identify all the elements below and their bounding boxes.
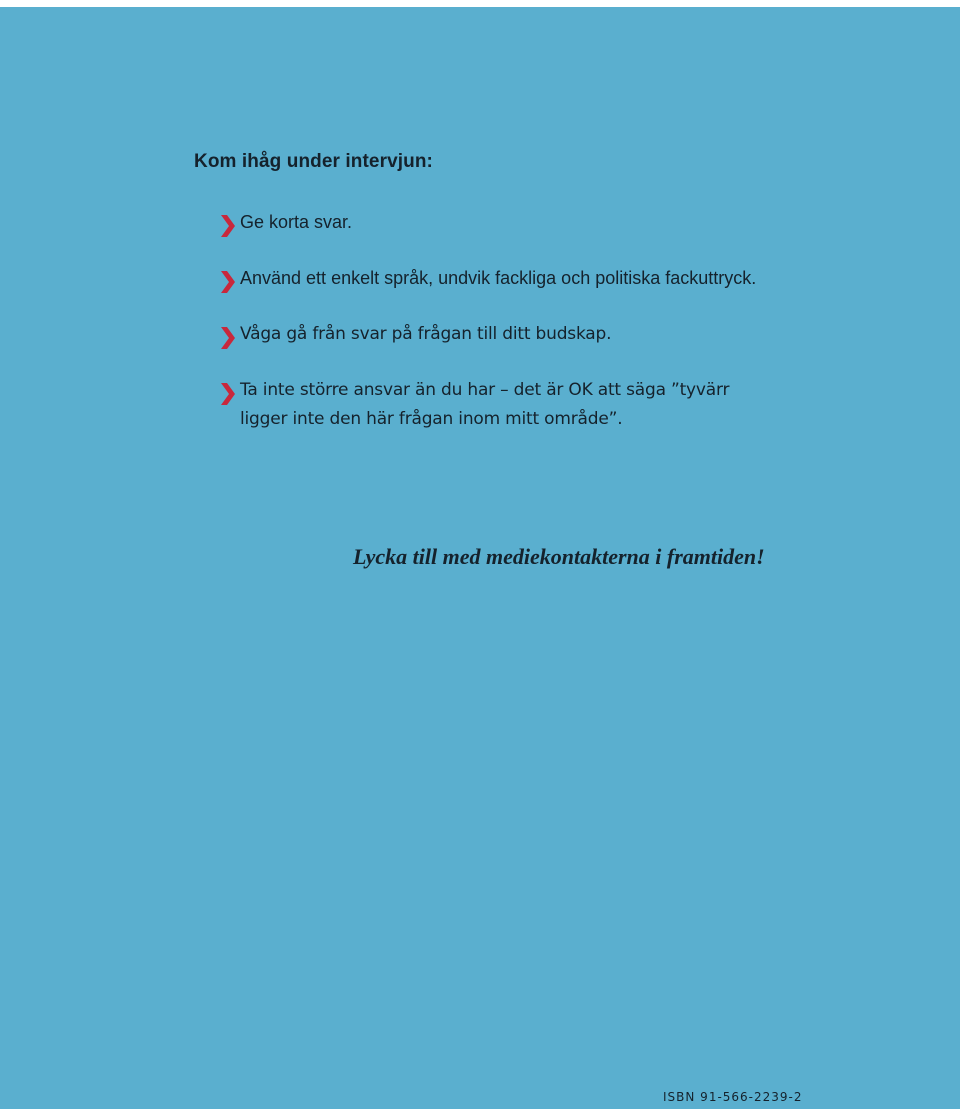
tip-text: Våga gå från svar på frågan till ditt budskap. [240, 324, 612, 344]
tip-text: Använd ett enkelt språk, undvik fackliga och politiska fackuttryck. [240, 268, 757, 288]
tip-text: Ta inte större ansvar än du har – det är OK att säga ”tyvärr ligger inte den här frågan inom mitt område”. [240, 380, 730, 429]
isbn-number: ISBN 91-566-2239-2 [663, 1090, 803, 1104]
tip-item [220, 208, 780, 237]
tip-item [220, 264, 780, 293]
chevron-right-icon [220, 271, 236, 293]
tip-item [220, 376, 780, 434]
heading: Kom ihåg under intervjun: [194, 151, 433, 172]
tip-item [220, 320, 780, 349]
chevron-right-icon [220, 327, 236, 349]
closing-message: Lycka till med mediekontakterna i framtiden! [353, 544, 765, 569]
chevron-right-icon [220, 215, 236, 237]
tip-text: Ge korta svar. [240, 212, 353, 232]
tips-list [220, 208, 780, 461]
chevron-right-icon [220, 383, 236, 405]
page-background [0, 7, 960, 1109]
